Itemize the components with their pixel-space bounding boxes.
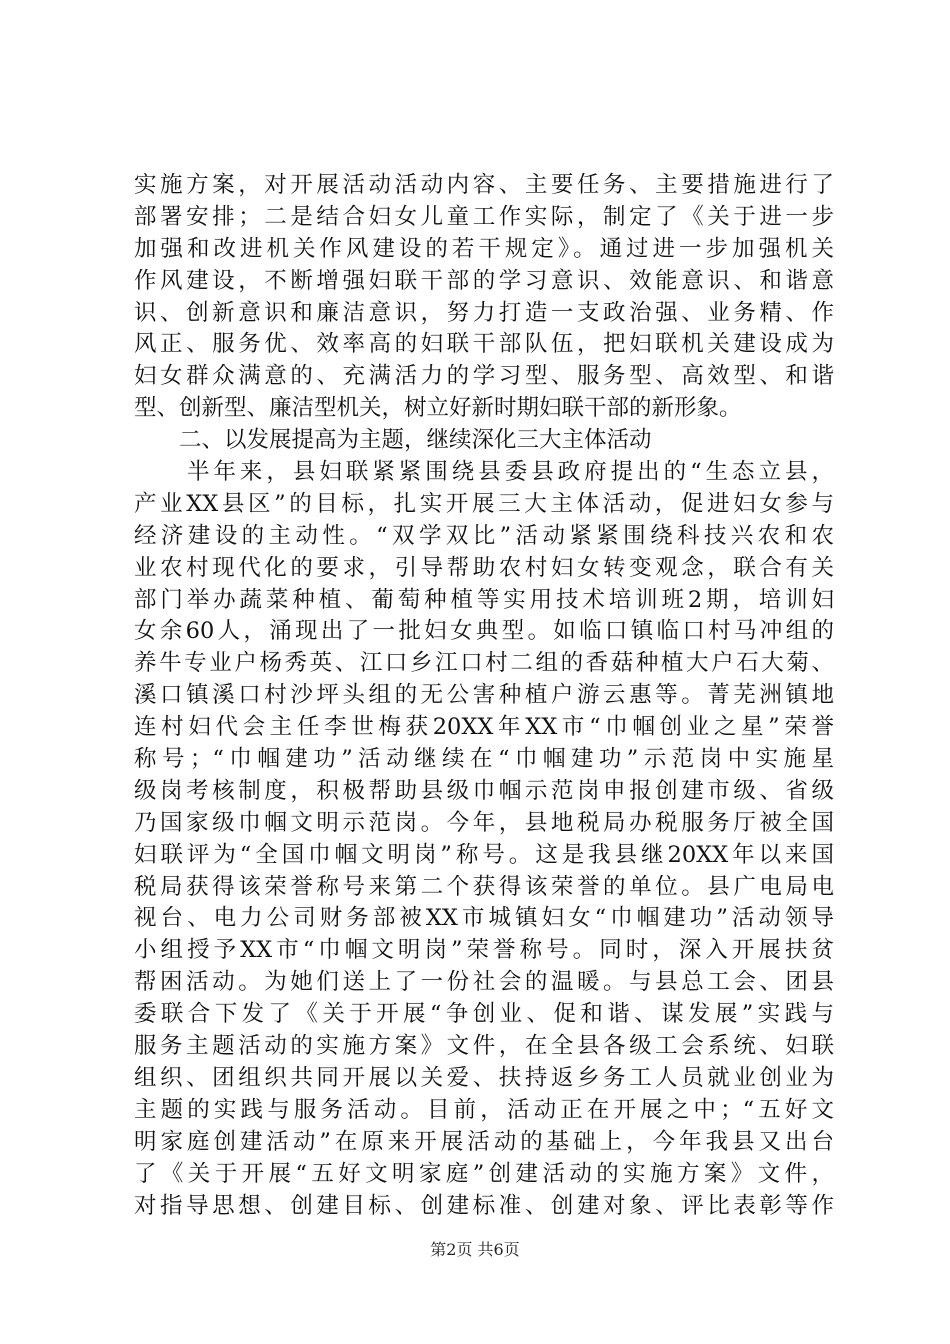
text-line: 服务主题活动的实施方案》文件，在全县各级工会系统、妇联 [134, 1033, 834, 1060]
text-line: 视台、电力公司财务部被XX市城镇妇女“巾帼建功”活动领导 [134, 905, 834, 932]
text-line: 女余60人，涌现出了一批妇女典型。如临口镇临口村马冲组的 [134, 618, 834, 645]
text-line: 称号；“巾帼建功”活动继续在“巾帼建功”示范岗中实施星 [134, 746, 834, 773]
text-line: 小组授予XX市“巾帼文明岗”荣誉称号。同时，深入开展扶贫 [134, 937, 834, 964]
text-line: 养牛专业户杨秀英、江口乡江口村二组的香菇种植大户石大菊、 [134, 650, 834, 677]
text-line: 作风建设，不断增强妇联干部的学习意识、效能意识、和谐意 [134, 267, 834, 294]
text-line: 加强和改进机关作风建设的若干规定》。通过进一步加强机关 [134, 235, 834, 262]
text-line: 风正、服务优、效率高的妇联干部队伍，把妇联机关建设成为 [134, 331, 834, 358]
text-line: 部署安排；二是结合妇女儿童工作实际，制定了《关于进一步 [134, 203, 834, 230]
text-line: 业农村现代化的要求，引导帮助农村妇女转变观念，联合有关 [134, 554, 834, 581]
section-heading: 二、以发展提高为主题，继续深化三大主体活动 [179, 427, 652, 454]
text-line: 帮困活动。为她们送上了一份社会的温暖。与县总工会、团县 [134, 969, 834, 996]
text-line: 妇女群众满意的、充满活力的学习型、服务型、高效型、和谐 [134, 363, 834, 390]
text-line: 部门举办蔬菜种植、葡萄种植等实用技术培训班2期，培训妇 [134, 586, 834, 613]
text-line: 主题的实践与服务活动。目前，活动正在开展之中；“五好文 [134, 1096, 834, 1123]
text-line: 连村妇代会主任李世梅获20XX年XX市“巾帼创业之星”荣誉 [134, 714, 834, 741]
text-line: 乃国家级巾帼文明示范岗。今年，县地税局办税服务厅被全国 [134, 809, 834, 836]
document-body [134, 170, 834, 1222]
text-line: 产业XX县区”的目标，扎实开展三大主体活动，促进妇女参与 [134, 490, 834, 517]
page-number-footer: 第2页 共6页 [430, 1240, 520, 1259]
text-line: 识、创新意识和廉洁意识，努力打造一支政治强、业务精、作 [134, 299, 834, 326]
text-line: 明家庭创建活动”在原来开展活动的基础上，今年我县又出台 [134, 1128, 834, 1155]
text-line: 了《关于开展“五好文明家庭”创建活动的实施方案》文件， [134, 1160, 834, 1187]
text-line: 经济建设的主动性。“双学双比”活动紧紧围绕科技兴农和农 [134, 522, 834, 549]
text-line: 级岗考核制度，积极帮助县级巾帼示范岗申报创建市级、省级 [134, 777, 834, 804]
text-line: 型、创新型、廉洁型机关，树立好新时期妇联干部的新形象。 [134, 395, 742, 422]
text-line: 对指导思想、创建目标、创建标准、创建对象、评比表彰等作 [134, 1192, 834, 1219]
text-line: 委联合下发了《关于开展“争创业、促和谐、谋发展”实践与 [134, 1001, 834, 1028]
text-line: 妇联评为“全国巾帼文明岗”称号。这是我县继20XX年以来国 [134, 841, 834, 868]
text-line: 溪口镇溪口村沙坪头组的无公害种植户游云惠等。菁芜洲镇地 [134, 682, 834, 709]
text-line: 实施方案，对开展活动活动内容、主要任务、主要措施进行了 [134, 172, 834, 198]
text-line: 税局获得该荣誉称号来第二个获得该荣誉的单位。县广电局电 [134, 873, 834, 900]
text-line: 组织、团组织共同开展以关爱、扶持返乡务工人员就业创业为 [134, 1064, 834, 1091]
text-line: 半年来，县妇联紧紧围绕县委县政府提出的“生态立县， [134, 459, 834, 486]
